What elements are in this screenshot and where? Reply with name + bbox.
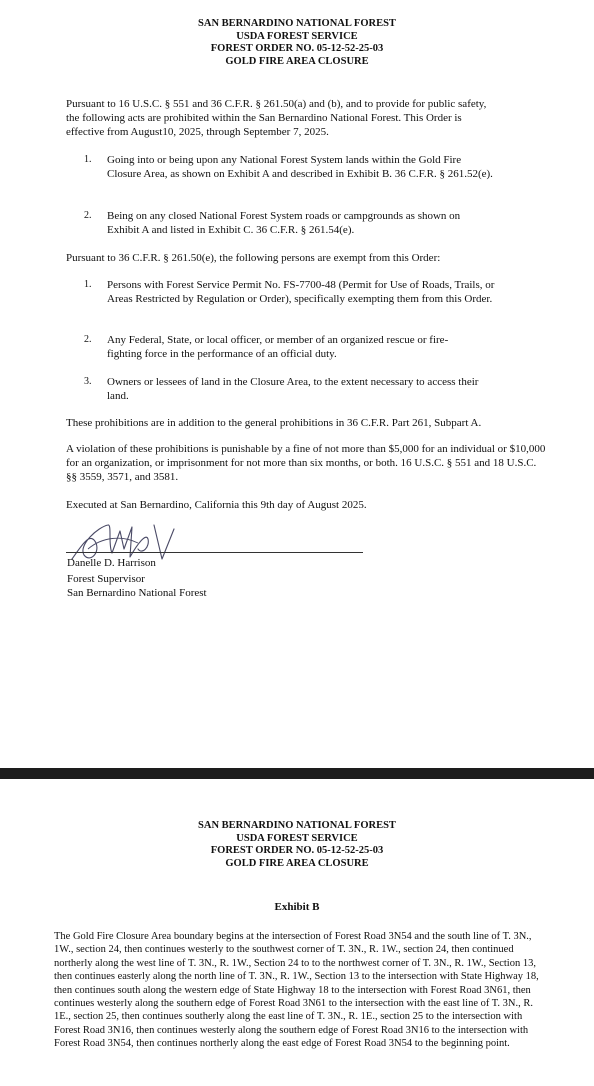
header-order-number: FOREST ORDER NO. 05-12-52-25-03 (210, 43, 384, 54)
exemption-item (84, 375, 492, 403)
exemptions-intro: Pursuant to 36 C.F.R. § 261.50(e), the following persons are exempt from this Order: (66, 252, 441, 264)
exemption-text: Owners or lessees of land in the Closure Area, to the extent necessary to access their land. (107, 376, 479, 402)
exemption-item (84, 333, 482, 361)
signer-name: Danelle D. Harrison (67, 557, 156, 569)
prohibition-text: Going into or being upon any National Forest System lands within the Gold Fire Closure Area, as shown on Exhibit A and described in Exhibit B. 36 C.F.R. § 261.52(e). (107, 154, 493, 180)
violation-penalty-paragraph: A violation of these prohibitions is punishable by a fine of not more than $5,000 for an individual or $10,000 for an organization, or imprisonment for not more than six months, or both. 16 U.S.C. § 551 and 18 U.S.C. §§ 3559, 3571, and 3581. (66, 443, 546, 483)
exemption-item (84, 278, 497, 306)
document-header (0, 18, 594, 68)
exemption-number: 3. (84, 376, 92, 387)
header-forest: SAN BERNARDINO NATIONAL FOREST (198, 18, 396, 29)
header-agency: USDA FOREST SERVICE (236, 30, 358, 42)
exemption-number: 2. (84, 334, 92, 345)
document-header (0, 820, 594, 870)
execution-statement: Executed at San Bernardino, California this 9th day of August 2025. (66, 499, 367, 511)
header-order-number: FOREST ORDER NO. 05-12-52-25-03 (210, 845, 384, 856)
exemption-number: 1. (84, 279, 92, 290)
intro-paragraph: Pursuant to 16 U.S.C. § 551 and 36 C.F.R. § 261.50(a) and (b), and to provide for public safety, the following acts are prohibited within the San Bernardino National Forest. This Order is effective from August10, 2025, through September 7, 2025. (66, 98, 487, 138)
exemption-text: Persons with Forest Service Permit No. FS-7700-48 (Permit for Use of Roads, Trails, or Areas Restricted by Regulation or Order), specifically exempting them from this Order. (107, 279, 495, 305)
prohibition-item (84, 209, 495, 237)
header-agency: USDA FOREST SERVICE (236, 832, 358, 844)
page-2 (0, 779, 594, 1086)
prohibition-number: 1. (84, 154, 92, 165)
page-separator (0, 768, 594, 779)
prohibition-item (84, 153, 493, 181)
prohibition-number: 2. (84, 210, 92, 221)
prohibition-text: Being on any closed National Forest System roads or campgrounds as shown on Exhibit A and listed in Exhibit C. 36 C.F.R. § 261.54(e). (107, 210, 461, 236)
exhibit-title: Exhibit B (274, 901, 320, 913)
exemption-text: Any Federal, State, or local officer, or member of an organized rescue or fire-fighting force in the performance of an official duty. (107, 334, 449, 360)
signature-line (66, 552, 363, 553)
header-forest: SAN BERNARDINO NATIONAL FOREST (198, 820, 396, 831)
additional-prohibitions-note: These prohibitions are in addition to the general prohibitions in 36 C.F.R. Part 261, Subpart A. (66, 417, 482, 429)
signer-title: Forest Supervisor (67, 573, 145, 585)
boundary-description: The Gold Fire Closure Area boundary begins at the intersection of Forest Road 3N54 and the south line of T. 3N., 1W., section 24, then continues westerly to the southwest corner of T. 3N., R. 1W., section 24, then continued northerly along the west line of T. 3N., R. 1W., Section 24 to to the northwest corner of T. 3N., R. 1W., Section 13, then continues easterly along the north line of T. 3N., R. 1W., Section 13 to the intersection with State Highway 18, then continues south along the western edge of State Highway 18 to the intersection with Forest Road 3N61, then continues westerly along the southern edge of Forest Road 3N61 to the intersection with the east line of T. 3N., R. 1E., section 25, then continues southerly along the east line of T. 3N., R. 1E., section 25 to the intersection with Forest Road 3N16, then continues westerly along the southern edge of Forest Road 3N16 to the intersection with Forest Road 3N54, then continues northerly along the east edge of Forest Road 3N54 to the beginning point. (54, 931, 539, 1050)
header-closure-title: GOLD FIRE AREA CLOSURE (225, 55, 369, 67)
header-closure-title: GOLD FIRE AREA CLOSURE (225, 857, 369, 869)
signer-organization: San Bernardino National Forest (67, 587, 207, 599)
